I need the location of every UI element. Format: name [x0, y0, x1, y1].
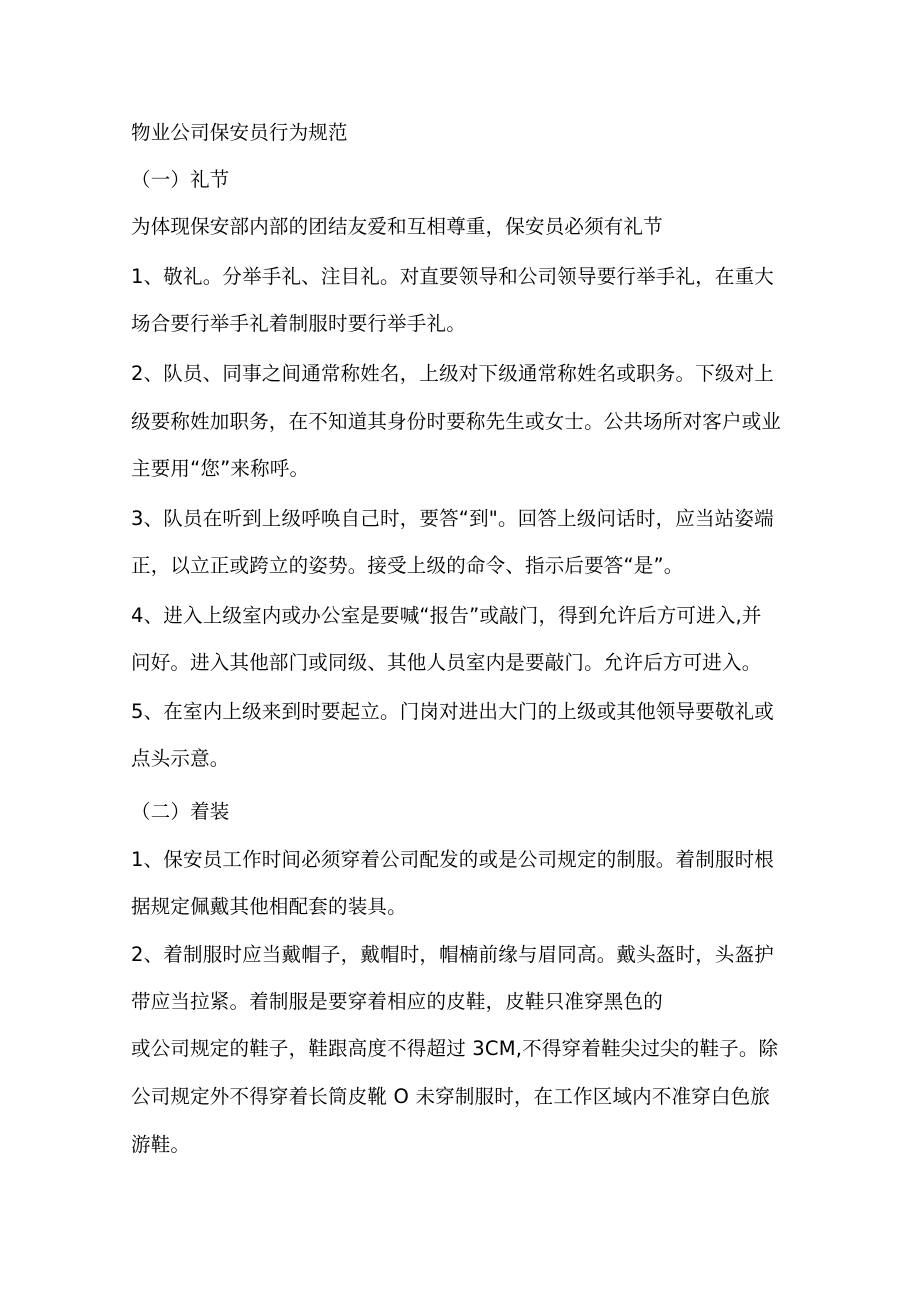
paragraph-line: 1、保安员工作时间必须穿着公司配发的或是公司规定的制服。着制服时根	[131, 848, 775, 871]
paragraph-line: 5、在室内上级来到时要起立。门岗对进出大门的上级或其他领导要敬礼或	[131, 700, 775, 723]
paragraph-line: 点头示意。	[131, 747, 230, 770]
paragraph-line: 问好。进入其他部门或同级、其他人员室内是要敲门。允许后方可进入。	[131, 651, 762, 674]
document-title: 物业公司保安员行为规范	[131, 121, 348, 144]
paragraph-line: 据规定佩戴其他相配套的装具。	[131, 895, 407, 918]
section-heading-attire: （二）着装	[131, 800, 230, 823]
paragraph-line: 4、进入上级室内或办公室是要喊“报告”或敲门，得到允许后方可进入,并	[131, 604, 762, 627]
paragraph-line: 主要用“您”来称呼。	[131, 457, 310, 480]
paragraph-line: 场合要行举手礼着制服时要行举手礼。	[131, 312, 466, 335]
paragraph-line: 2、着制服时应当戴帽子，戴帽时，帽楠前缘与眉同高。戴头盔时，头盔护	[131, 943, 775, 966]
section-heading-etiquette: （一）礼节	[131, 168, 230, 191]
paragraph-line: 游鞋。	[131, 1133, 191, 1156]
paragraph-line: 或公司规定的鞋子，鞋跟高度不得超过 3CM,不得穿着鞋尖过尖的鞋子。除	[131, 1037, 779, 1060]
paragraph-line: 正，以立正或跨立的姿势。接受上级的命令、指示后要答“是”。	[131, 554, 684, 577]
paragraph-line: 公司规定外不得穿着长筒皮靴 O 未穿制服时，在工作区域内不准穿白色旅	[131, 1085, 771, 1108]
paragraph-line: 带应当拉紧。着制服是要穿着相应的皮鞋，皮鞋只准穿黑色的	[131, 990, 663, 1013]
paragraph-line: 3、队员在听到上级呼唤自己时，要答“到"。回答上级问话时，应当站姿端	[131, 507, 774, 530]
paragraph-line: 级要称姓加职务，在不知道其身份时要称先生或女士。公共场所对客户或业	[131, 410, 782, 433]
paragraph-line: 1、敬礼。分举手礼、注目礼。对直要领导和公司领导要行举手礼，在重大	[131, 265, 775, 288]
paragraph-line: 2、队员、同事之间通常称姓名，上级对下级通常称姓名或职务。下级对上	[131, 362, 775, 385]
section-intro: 为体现保安部内部的团结友爱和互相尊重，保安员必须有礼节	[131, 215, 663, 238]
